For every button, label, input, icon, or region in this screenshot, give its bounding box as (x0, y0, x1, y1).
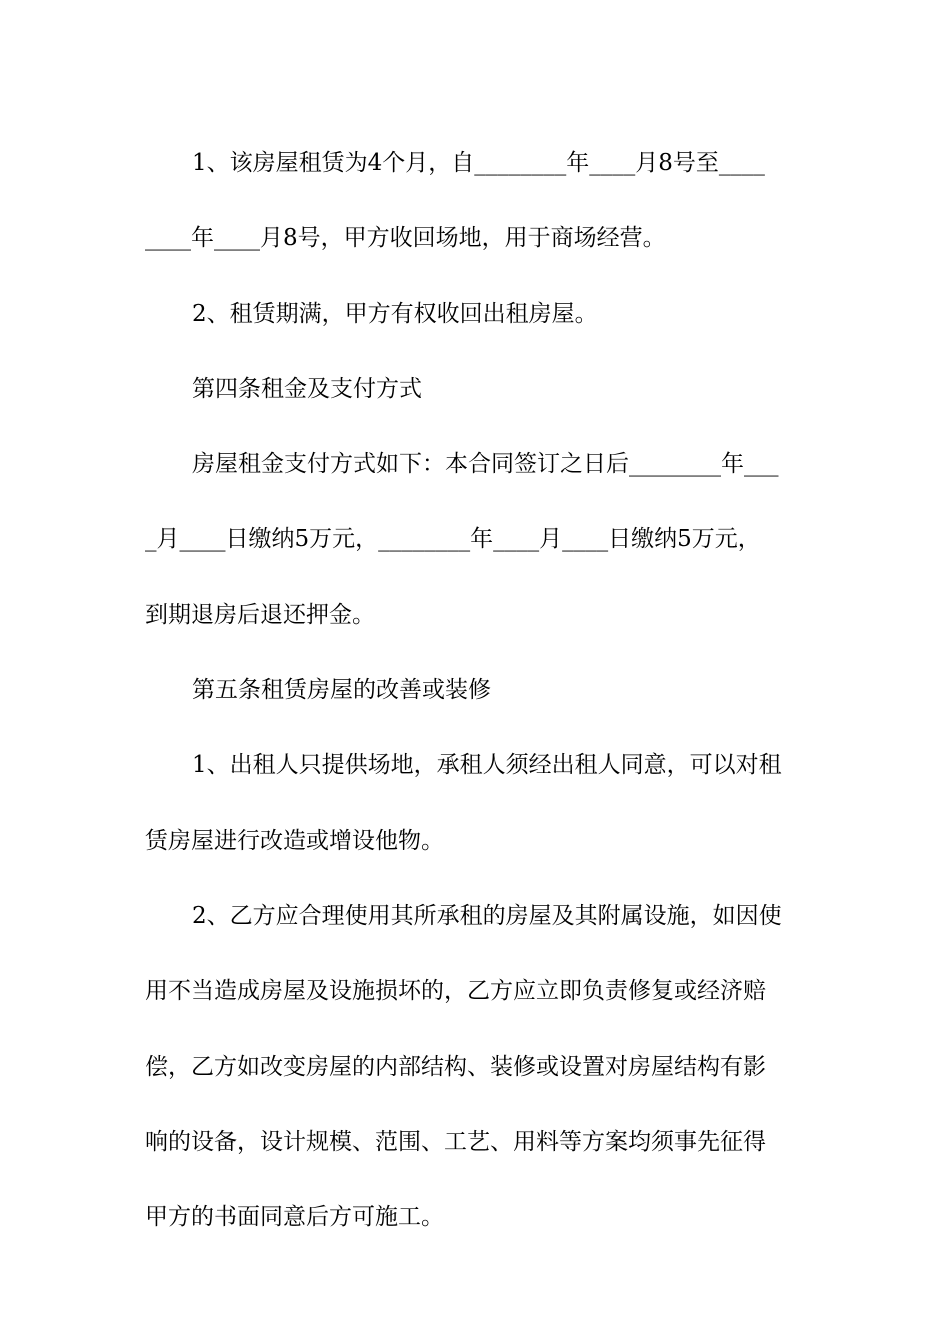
text-line: 2、租赁期满，甲方有权收回出租房屋。 (192, 300, 598, 327)
section-heading: 第五条租赁房屋的改善或装修 (192, 677, 491, 704)
paragraph-clause-4-body (145, 427, 810, 653)
text-line: 到期退房后退还押金。 (145, 601, 375, 628)
text-line: 赁房屋进行改造或增设他物。 (145, 827, 444, 854)
paragraph-clause-3-item-2 (145, 277, 810, 352)
text-line: 用不当造成房屋及设施损坏的，乙方应立即负责修复或经济赔 (145, 978, 766, 1005)
text-line: 房屋租金支付方式如下：本合同签订之日后________年___ (192, 451, 779, 478)
text-line: _月____日缴纳5万元，________年____月____日缴纳5万元， (145, 526, 761, 553)
document-body (145, 126, 810, 1255)
text-line: 甲方的书面同意后方可施工。 (145, 1204, 444, 1231)
section-heading: 第四条租金及支付方式 (192, 375, 422, 402)
paragraph-clause-5-item-1 (145, 728, 810, 879)
heading-clause-5 (145, 653, 810, 728)
text-line: 1、出租人只提供场地，承租人须经出租人同意，可以对租 (192, 752, 782, 779)
heading-clause-4 (145, 352, 810, 427)
paragraph-clause-3-item-1 (145, 126, 810, 277)
text-line: 1、该房屋租赁为4个月，自________年____月8号至____ (192, 150, 765, 176)
text-line: ____年____月8号，甲方收回场地，用于商场经营。 (145, 225, 666, 252)
text-line: 2、乙方应合理使用其所承租的房屋及其附属设施，如因使 (192, 902, 782, 929)
text-line: 偿，乙方如改变房屋的内部结构、装修或设置对房屋结构有影 (145, 1053, 766, 1080)
text-line: 响的设备，设计规模、范围、工艺、用料等方案均须事先征得 (145, 1128, 766, 1155)
paragraph-clause-5-item-2 (145, 879, 810, 1255)
